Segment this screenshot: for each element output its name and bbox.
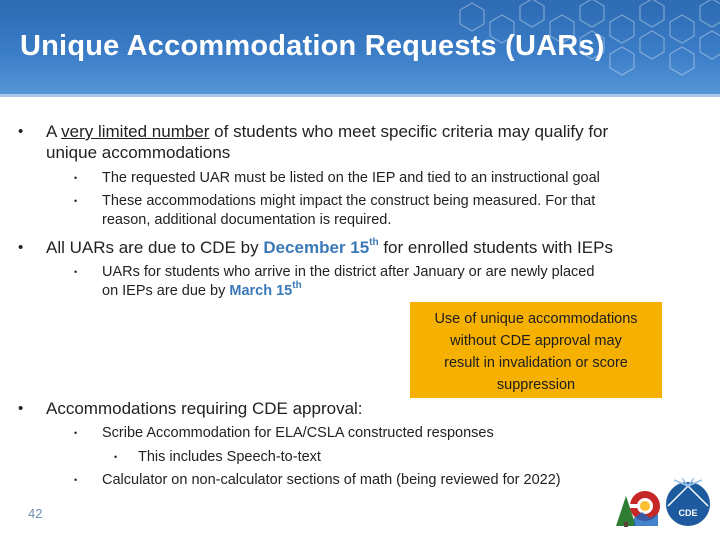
bullet-1-sub-2-text bbox=[102, 192, 595, 230]
bullet-3-sub-2-text: Calculator on non-calculator sections of math (being reviewed for 2022) bbox=[102, 472, 561, 488]
bullet-2-sub-1-date-sup: th bbox=[292, 280, 302, 292]
bullet-dot: • bbox=[18, 239, 24, 256]
bullet-dot: • bbox=[74, 267, 78, 277]
bullet-2-sub-1-line1: UARs for students who arrive in the district after January or are newly placed bbox=[102, 264, 595, 280]
bullet-2-suffix: for enrolled students with IEPs bbox=[378, 238, 613, 257]
warning-callout bbox=[410, 302, 662, 398]
callout-line-4: suppression bbox=[496, 377, 576, 393]
bullet-3-sub-1-text: Scribe Accommodation for ELA/CSLA constructed responses bbox=[102, 425, 494, 441]
bullet-dot: • bbox=[114, 452, 118, 462]
callout-line-1: Use of unique accommodations bbox=[434, 311, 638, 327]
bullet-2-sub-1-text bbox=[102, 263, 594, 301]
bullet-1-sub-2 bbox=[74, 192, 704, 230]
callout-line-3: result in invalidation or score bbox=[444, 355, 628, 371]
bullet-1-text bbox=[46, 121, 608, 163]
bullet-1-sub-2-line1: These accommodations might impact the construct being measured. For that bbox=[102, 193, 596, 209]
bullet-dot: • bbox=[74, 196, 78, 206]
bullet-dot: • bbox=[74, 173, 78, 183]
bullet-3-sub-2 bbox=[74, 471, 704, 490]
bullet-dot: • bbox=[74, 428, 78, 438]
bullet-2-prefix: All UARs are due to CDE by bbox=[46, 238, 264, 257]
bullet-2-sub-1-line2: on IEPs are due by bbox=[102, 283, 230, 299]
header-divider bbox=[0, 94, 720, 97]
colorado-state-logo bbox=[612, 486, 662, 528]
bullet-3 bbox=[18, 398, 418, 419]
bullet-2-sub-1 bbox=[74, 263, 704, 301]
bullet-1-line2: unique accommodations bbox=[46, 143, 231, 162]
bullet-2-text bbox=[46, 237, 613, 258]
page-title: Unique Accommodation Requests (UARs) bbox=[20, 30, 605, 62]
bullet-2 bbox=[18, 237, 708, 258]
bullet-3-text: Accommodations requiring CDE approval: bbox=[46, 399, 363, 418]
bullet-3-sub-1-sub-1-text: This includes Speech-to-text bbox=[138, 449, 321, 465]
bullet-dot: • bbox=[18, 400, 24, 417]
bullet-1-sub-2-line2: reason, additional documentation is required. bbox=[102, 212, 392, 228]
bullet-dot: • bbox=[74, 475, 78, 485]
slide-header bbox=[0, 0, 720, 94]
bullet-2-date-sup: th bbox=[369, 237, 379, 249]
bullet-1-sub-1 bbox=[74, 169, 704, 188]
bullet-dot: • bbox=[18, 123, 24, 140]
bullet-3-sub-1-sub-1 bbox=[114, 448, 514, 467]
cde-logo-text: CDE bbox=[678, 508, 698, 518]
cde-logo bbox=[660, 478, 716, 528]
bullet-1-rest: of students who meet specific criteria may qualify for bbox=[209, 122, 609, 141]
bullet-1-prefix: A bbox=[46, 122, 62, 141]
page-number: 42 bbox=[28, 506, 43, 521]
callout-line-2: without CDE approval may bbox=[450, 333, 622, 349]
bullet-1-underlined: very limited number bbox=[61, 122, 210, 141]
bullet-2-sub-1-date: March 15 bbox=[229, 283, 293, 299]
bullet-2-date: December 15 bbox=[263, 238, 370, 257]
bullet-3-sub-1 bbox=[74, 424, 704, 443]
bullet-1 bbox=[18, 121, 708, 163]
bullet-1-sub-1-text: The requested UAR must be listed on the IEP and tied to an instructional goal bbox=[102, 170, 600, 186]
